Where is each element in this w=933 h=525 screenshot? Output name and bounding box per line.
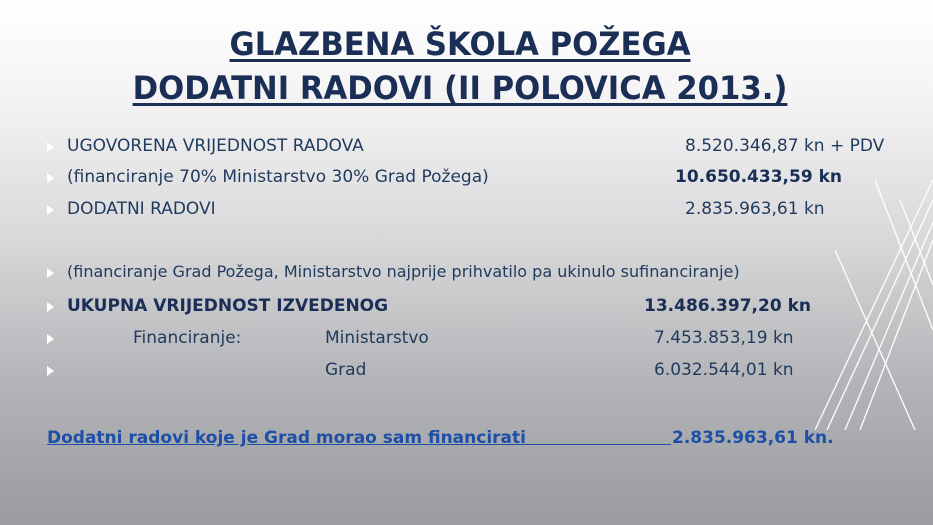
slide-title-line-2: DODATNI RADOVI (II POLOVICA 2013.)	[132, 69, 788, 107]
list-item	[47, 167, 907, 191]
bullet-arrow-icon	[47, 142, 54, 152]
item-value: 8.520.346,87 kn + PDV	[685, 136, 885, 156]
list-item	[47, 136, 907, 160]
item-label: (financiranje Grad Požega, Ministarstvo najprije prihvatilo pa ukinulo sufinanciranje)	[67, 262, 740, 281]
slide-title-line-1: GLAZBENA ŠKOLA POŽEGA	[229, 25, 691, 63]
item-label: UKUPNA VRIJEDNOST IZVEDENOG	[67, 296, 389, 316]
list-item	[47, 360, 907, 384]
summary-label: Dodatni radovi koje je Grad morao sam financirati	[47, 428, 526, 448]
summary-value: 2.835.963,61 kn.	[672, 428, 834, 448]
bullet-arrow-icon	[47, 302, 54, 312]
list-item	[47, 262, 907, 286]
list-item	[47, 328, 907, 352]
item-sublabel: Grad	[325, 360, 367, 380]
bullet-arrow-icon	[47, 268, 54, 278]
bullet-arrow-icon	[47, 173, 54, 183]
item-value: 10.650.433,59 kn	[675, 167, 842, 187]
bullet-arrow-icon	[47, 366, 54, 376]
item-label: DODATNI RADOVI	[67, 199, 216, 219]
item-label: Financiranje:	[133, 328, 242, 348]
bullet-arrow-icon	[47, 205, 54, 215]
bullet-arrow-icon	[47, 334, 54, 344]
summary-line	[47, 428, 834, 448]
item-value: 13.486.397,20 kn	[644, 296, 811, 316]
item-value: 7.453.853,19 kn	[654, 328, 794, 348]
item-value: 2.835.963,61 kn	[685, 199, 825, 219]
item-sublabel: Ministarstvo	[325, 328, 429, 348]
summary-underline-gap	[521, 430, 671, 445]
list-item	[47, 199, 907, 223]
item-label: (financiranje 70% Ministarstvo 30% Grad Požega)	[67, 167, 489, 187]
list-item	[47, 296, 907, 320]
item-value: 6.032.544,01 kn	[654, 360, 794, 380]
item-label: UGOVORENA VRIJEDNOST RADOVA	[67, 136, 364, 156]
decorative-lines-graphic	[815, 180, 933, 430]
